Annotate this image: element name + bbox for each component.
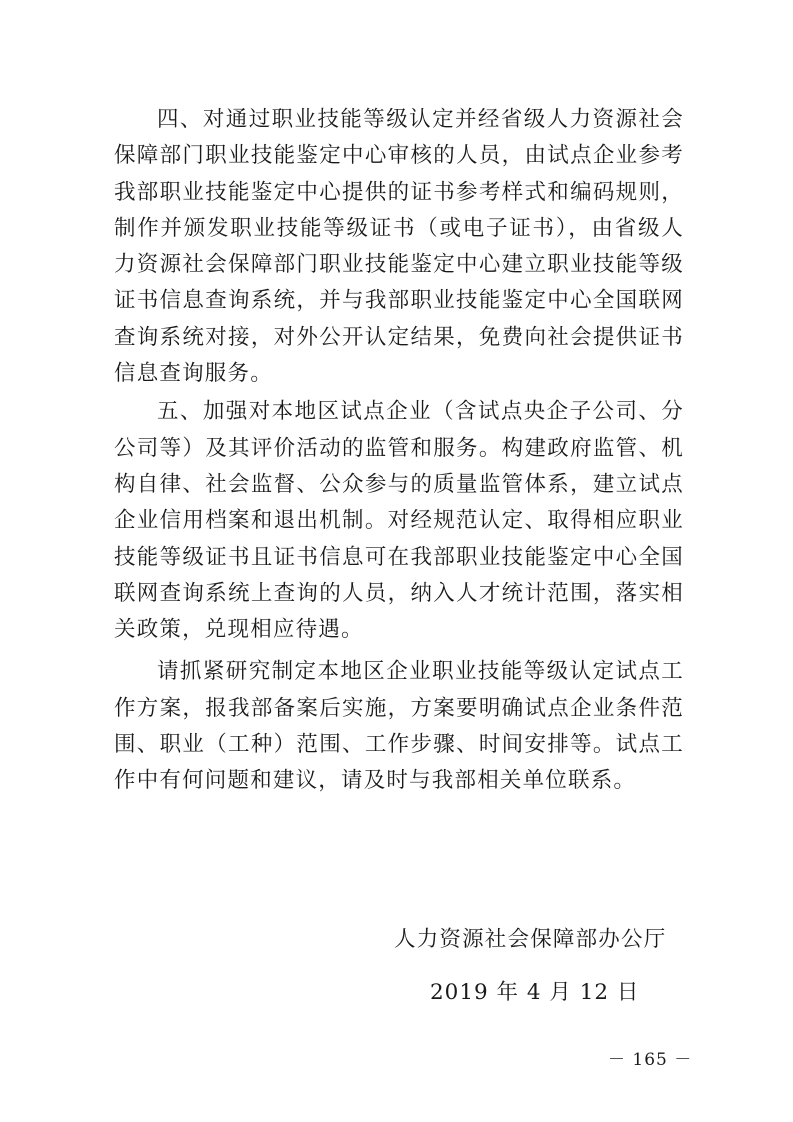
- paragraph-item-four: 四、对通过职业技能等级认定并经省级人力资源社会保障部门职业技能鉴定中心审核的人员，由试点企业参考我部职业技能鉴定中心提供的证书参考样式和编码规则，制作并颁发职业技能等级证书（或电子证书），由省级人力资源社会保障部门职业技能鉴定中心建立职业技能等级证书信息查询系统，并与我部职业技能鉴定中心全国联网查询系统对接，对外公开认定结果，免费向社会提供证书信息查询服务。: [114, 107, 684, 387]
- issuer-signature: 人力资源社会保障部办公厅: [394, 927, 667, 952]
- paragraph-item-five: 五、加强对本地区试点企业（含试点央企子公司、分公司等）及其评价活动的监管和服务。构建政府监管、机构自律、社会监督、公众参与的质量监管体系，建立试点企业信用档案和退出机制。对经规范认定、取得相应职业技能等级证书且证书信息可在我部职业技能鉴定中心全国联网查询系统上查询的人员，纳入人才统计范围，落实相关政策，兑现相应待遇。: [114, 399, 684, 643]
- issue-date: 2019 年 4 月 12 日: [430, 980, 640, 1005]
- paragraph-request: 请抓紧研究制定本地区企业职业技能等级认定试点工作方案，报我部备案后实施，方案要明确试点企业条件范围、职业（工种）范围、工作步骤、时间安排等。试点工作中有何问题和建议，请及时与我部相关单位联系。: [114, 659, 684, 794]
- page-number: － 165 －: [608, 1050, 693, 1070]
- document-body: [114, 102, 684, 800]
